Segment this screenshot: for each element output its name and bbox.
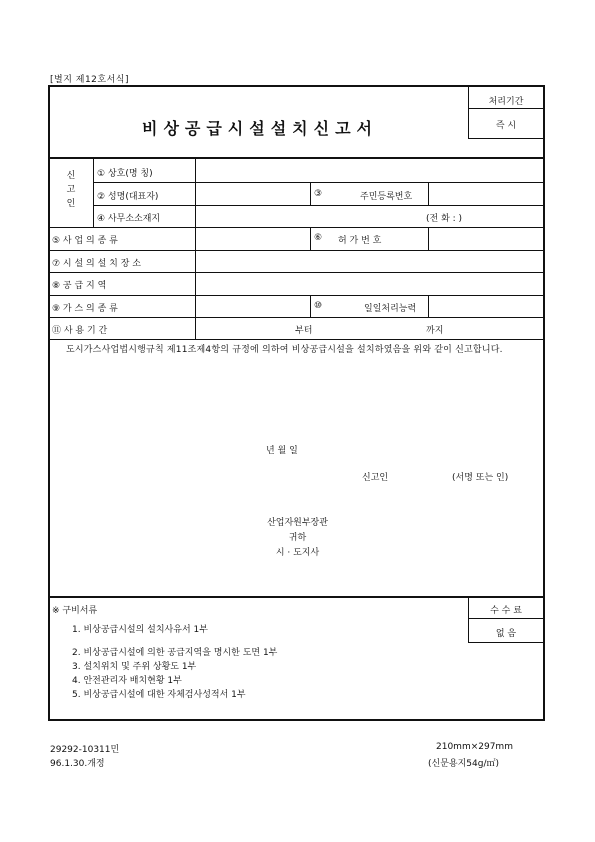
install-place-label: ⑦ 시 설 의 설 치 장 소: [52, 259, 141, 269]
permit-number-label: 허 가 번 호: [338, 236, 382, 246]
reporter-label: 신고인: [362, 473, 389, 483]
paper-type: (신문용지54g/㎡): [428, 759, 499, 769]
row-line: [93, 205, 543, 206]
form-code: 29292-10311민: [50, 745, 120, 755]
recipient-honorific: 귀하: [288, 533, 307, 543]
name-label: ① 상호(명 칭): [97, 169, 153, 179]
fee-bottom: [468, 642, 543, 643]
row-line: [50, 339, 543, 340]
document-item: 5. 비상공급시설에 대한 자체검사성적서 1부: [72, 690, 246, 700]
applicant-group-label: 신 고 인: [66, 171, 76, 209]
document-item: 2. 비상공급시설에 의한 공급지역을 명시한 도면 1부: [72, 648, 278, 658]
documents-top: [50, 596, 543, 598]
id-field-label: 주민등록번호: [360, 192, 413, 202]
capacity-mark: ⑩: [314, 301, 323, 311]
form-label: [별지 제12호서식]: [50, 75, 129, 85]
paper-size: 210mm×297mm: [436, 742, 513, 752]
period-to: 까지: [426, 326, 444, 336]
signature-note: (서명 또는 인): [452, 473, 509, 483]
row-line: [50, 317, 543, 318]
processing-divider: [468, 87, 469, 138]
row-line: [50, 250, 543, 251]
processing-bottom: [468, 138, 543, 139]
fee-value: 없 음: [495, 629, 517, 639]
col-divider: [310, 227, 311, 250]
fee-line: [468, 618, 543, 619]
office-label: ④ 사무소소재지: [97, 214, 161, 224]
rep-label: ② 성명(대표자): [97, 192, 159, 202]
fee-label: 수 수 료: [490, 606, 522, 616]
document-item: 1. 비상공급시설의 설치사유서 1부: [72, 625, 208, 635]
processing-label: 처리기간: [488, 97, 524, 107]
gas-type-label: ⑨ 가 스 의 종 류: [52, 304, 118, 314]
col-divider: [428, 295, 429, 317]
business-type-label: ⑤ 사 업 의 종 류: [52, 236, 118, 246]
id-number-label: ③: [314, 189, 323, 199]
row-line: [50, 227, 543, 228]
row-line: [93, 182, 543, 183]
supply-area-label: ⑧ 공 급 지 역: [52, 281, 107, 291]
form-title: 비상공급시설설치신고서: [141, 119, 379, 138]
document-item: 3. 설치위치 및 주위 상황도 1부: [72, 662, 197, 672]
col-divider: [428, 227, 429, 250]
label-divider: [195, 159, 196, 339]
period-from: 부터: [295, 326, 313, 336]
processing-value: 즉 시: [495, 121, 517, 131]
period-label: ⑪ 사 용 기 간: [52, 326, 108, 336]
col-divider: [310, 295, 311, 317]
fee-divider: [468, 598, 469, 642]
col-divider: [428, 182, 429, 205]
recipient-minister: 산업자원부장관: [267, 518, 328, 528]
row-line: [50, 272, 543, 273]
col-divider: [310, 182, 311, 205]
capacity-label: 일일처리능력: [364, 304, 417, 314]
permit-number-mark: ⑥: [314, 233, 323, 243]
processing-line: [468, 108, 543, 109]
revision-date: 96.1.30.개정: [50, 759, 105, 769]
date-line: 년 월 일: [266, 446, 298, 456]
statement-text: 도시가스사업법시행규칙 제11조제4항의 규정에 의하여 비상공급시설을 설치하였음을 위와 같이 신고합니다.: [66, 345, 503, 355]
row-line: [50, 295, 543, 296]
documents-header: ※ 구비서류: [52, 606, 98, 616]
document-item: 4. 안전관리자 배치현황 1부: [72, 676, 182, 686]
table-top: [50, 157, 543, 159]
applicant-divider: [93, 159, 94, 227]
recipient-governor: 시 · 도지사: [275, 548, 320, 558]
phone-label: (전 화 : ): [426, 214, 463, 224]
